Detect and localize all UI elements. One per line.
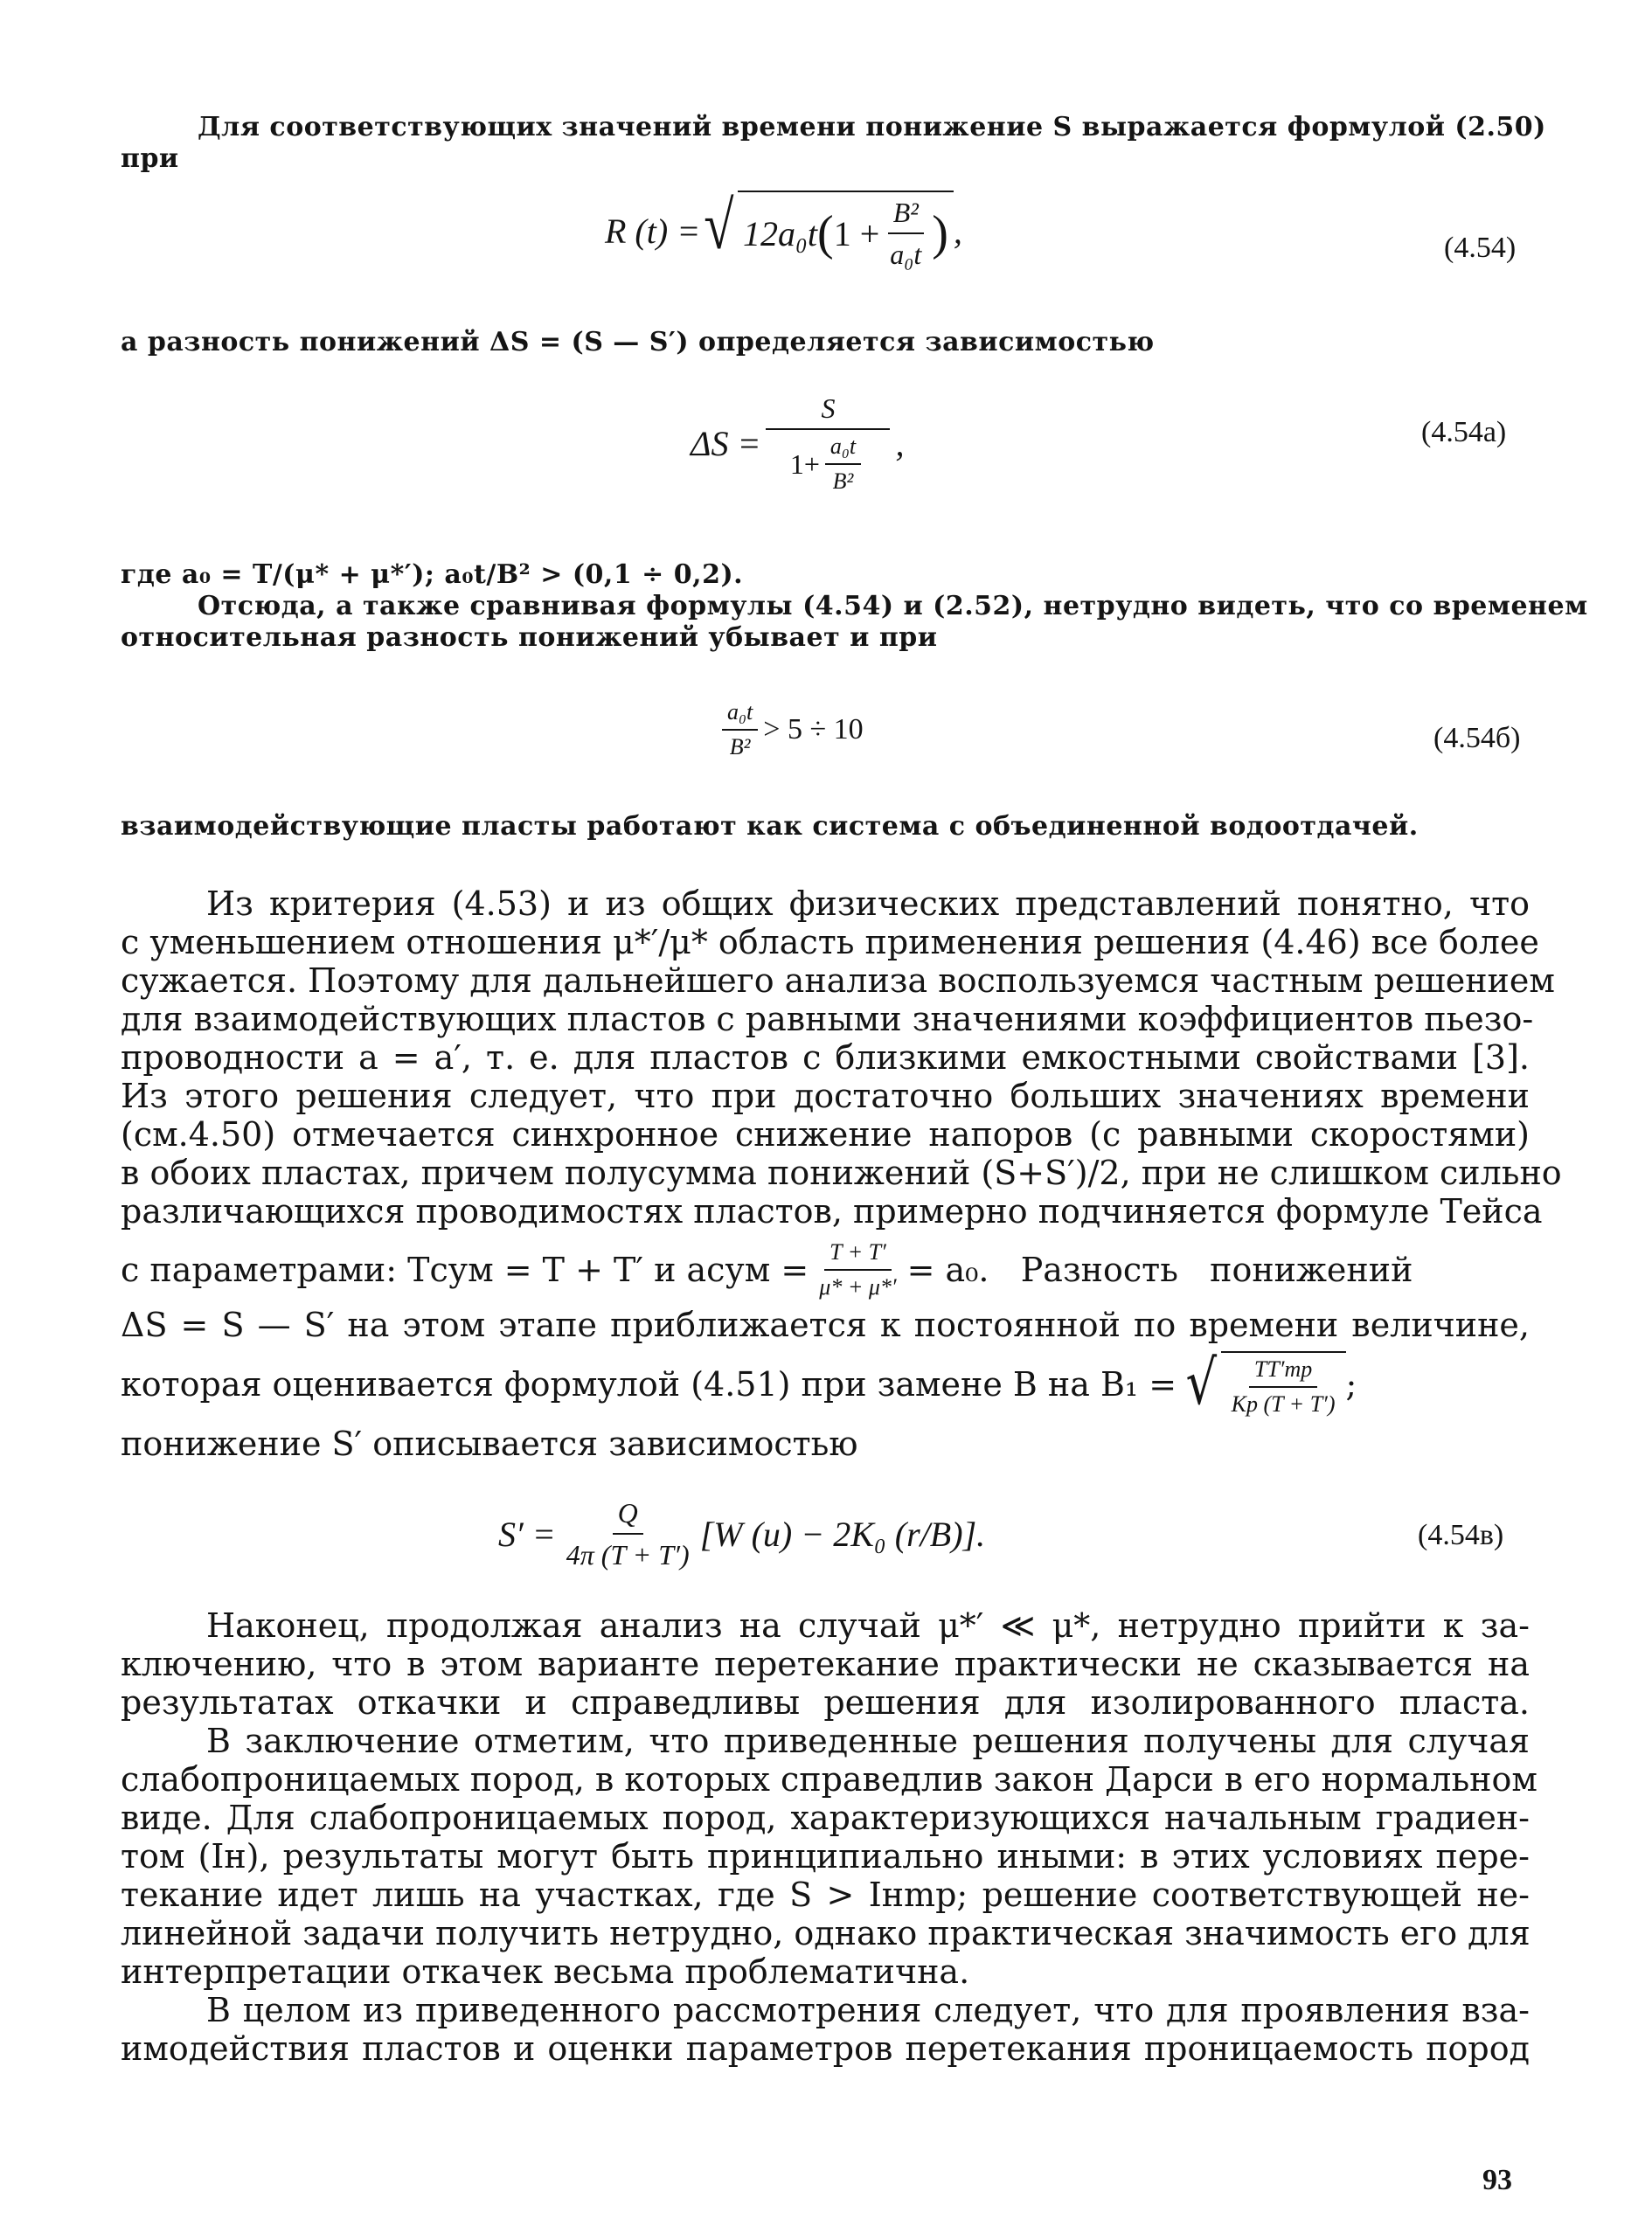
params-frac-num: T + T′ [824, 1239, 892, 1271]
equation-number-4-54a: (4.54a) [1421, 416, 1507, 448]
eq454a-num: S [766, 392, 890, 430]
eq454v-bracket: [W (u) − 2K₀ (r/B)]. [699, 1514, 986, 1554]
eq454a-tail: , [895, 423, 905, 463]
page-number: 93 [1482, 2164, 1512, 2196]
eq454a-den [785, 430, 871, 495]
equation-4-54a [691, 392, 904, 495]
params-line [121, 1239, 1530, 1300]
equation-number-4-54: (4.54) [1444, 232, 1517, 264]
b1-sqrt [1182, 1347, 1345, 1418]
eq454a-lhs: ΔS = [691, 423, 761, 463]
para3-line: том (Iн), результаты могут быть принципиально иными: в этих условиях пере- [121, 1837, 1530, 1876]
equation-4-54 [605, 187, 962, 271]
params-post: = a₀. Разность понижений [906, 1251, 1413, 1289]
para2-line: ключению, что в этом варианте перетекание практически не сказывается на [121, 1645, 1530, 1683]
para3-line: слабопроницаемых пород, в которых справедлив закон Дарси в его нормальном [121, 1760, 1537, 1799]
b1-pre: которая оценивается формулой (4.51) при замене B на B₁ = [121, 1365, 1177, 1404]
para1-line: сужается. Поэтому для дальнейшего анализа воспользуемся частным решением [121, 961, 1555, 1000]
eq454-sqrt [700, 187, 954, 271]
paragraph-4 [121, 1991, 1530, 2068]
eq454v-frac-den: 4π (T + T′) [566, 1539, 690, 1571]
eq454-frac-num: B² [888, 196, 924, 234]
equation-number-4-54b: (4.54б) [1433, 722, 1521, 754]
intro-line-2: при [121, 143, 179, 174]
eq454b-num: a₀t [722, 699, 758, 731]
s-prime-text [121, 1425, 1530, 1463]
params-fraction [814, 1239, 901, 1300]
eq454-radicand-prefix: 12a₀t [743, 213, 818, 253]
b1-frac-num: TT′mр [1249, 1356, 1317, 1388]
where-line: где a₀ = T/(μ* + μ*′); a₀t/B² > (0,1 ÷ 0,2). [121, 559, 744, 590]
para1-line: различающихся проводимостях пластов, примерно подчиняется формуле Тейса [121, 1192, 1543, 1231]
para4-line: В целом из приведенного рассмотрения следует, что для проявления вза- [206, 1991, 1530, 2029]
para3-line: линейной задачи получить нетрудно, однако практическая значимость его для [121, 1914, 1531, 1952]
delta-text [121, 1306, 1530, 1344]
eq454b-fraction [722, 699, 758, 760]
b1-frac-den: Kр (T + T′) [1231, 1391, 1336, 1417]
eq454v-lhs: S′ = [498, 1514, 556, 1554]
interaction-line: взаимодействующие пласты работают как система с объединенной водоотдачей. [121, 811, 1419, 842]
b1-line [121, 1347, 1563, 1418]
eq454-fraction [885, 196, 927, 271]
eq454-radicand: 12a₀t ( 1 + $\frac{\text{B²}}{\text{a₀t}}$ ) [738, 191, 954, 271]
delta-line: ΔS = S — S′ на этом этапе приближается к постоянной по времени величине, [121, 1306, 1530, 1344]
eq454a-fraction [766, 392, 890, 495]
paragraph-2 [121, 1606, 1530, 1722]
para1-line: проводности a = a′, т. е. для пластов с близкими емкостными свойствами [3]. [121, 1038, 1530, 1077]
para1-line: Из этого решения следует, что при достаточно больших значениях времени [121, 1077, 1530, 1115]
eq454a-den-frac-num: a₀t [825, 433, 861, 465]
paragraph-1 [121, 884, 1562, 1231]
para2-line: Наконец, продолжая анализ на случай μ*′ ≪ μ*, нетрудно прийти к за- [206, 1606, 1530, 1645]
equation-number-4-54v: (4.54в) [1418, 1519, 1504, 1551]
equation-4-54v [498, 1496, 985, 1571]
para2-line: результатах откачки и справедливы решения для изолированного пласта. [121, 1683, 1530, 1722]
eq454v-frac-num: Q [613, 1496, 643, 1535]
eq454a-den-prefix: 1+ [789, 448, 820, 480]
difference-intro [121, 327, 1528, 358]
para1-line: Из критерия (4.53) и из общих физических представлений понятно, что [206, 884, 1530, 923]
para4-line: имодействия пластов и оценки параметров перетекания проницаемость пород [121, 2029, 1530, 2068]
eq454-tail: , [953, 211, 962, 251]
where-and-hence [121, 559, 1588, 654]
eq454-lhs: R (t) = [605, 211, 701, 251]
eq454a-den-frac-den: B² [832, 468, 854, 494]
para3-line: В заключение отметим, что приведенные решения получены для случая [206, 1722, 1530, 1760]
radical-sign: √ [1185, 1347, 1218, 1418]
hence-line-2: относительная разность понижений убывает и при [121, 622, 938, 653]
para1-line: (см.4.50) отмечается синхронное снижение напоров (с равными скоростями) [121, 1115, 1530, 1154]
intro-text [121, 112, 1546, 175]
eq454b-den: B² [729, 734, 751, 759]
b1-post: ; [1345, 1365, 1357, 1404]
intro-line-1: Для соответствующих значений времени понижение S выражается формулой (2.50) [198, 112, 1546, 142]
paragraph-3 [121, 1722, 1537, 1991]
difference-intro-line: а разность понижений ΔS = (S — S′) определяется зависимостью [121, 327, 1155, 357]
eq454-frac-den: a₀t [890, 239, 922, 270]
b1-radicand [1221, 1351, 1346, 1418]
hence-line-1: Отсюда, а также сравнивая формулы (4.54) и (2.52), нетрудно видеть, что со временем [198, 591, 1588, 621]
eq454v-fraction [561, 1496, 695, 1571]
eq454b-rhs: > 5 ÷ 10 [763, 713, 864, 745]
eq454a-den-fraction [825, 433, 861, 495]
s-prime-line: понижение S′ описывается зависимостью [121, 1425, 858, 1463]
interaction-text [121, 811, 1528, 843]
para1-line: с уменьшением отношения μ*′/μ* область применения решения (4.46) все более [121, 923, 1539, 961]
params-frac-den: μ* + μ*′ [819, 1274, 897, 1300]
para1-line: для взаимодействующих пластов с равными значениями коэффициентов пьезо- [121, 1000, 1534, 1038]
para1-line: в обоих пластах, причем полусумма понижений (S+S′)/2, при не слишком сильно [121, 1154, 1562, 1192]
b1-fraction [1226, 1356, 1341, 1418]
params-pre: с параметрами: Tсум = T + T′ и aсум = [121, 1251, 809, 1289]
para3-line: текание идет лишь на участках, где S > Iнmр; решение соответствующей не- [121, 1876, 1530, 1914]
para3-line: виде. Для слабопроницаемых пород, характеризующихся начальным градиен- [121, 1799, 1530, 1837]
equation-4-54b [717, 699, 864, 760]
para3-line: интерпретации откачек весьма проблематична. [121, 1952, 970, 1991]
radical-sign: √ [704, 187, 734, 263]
